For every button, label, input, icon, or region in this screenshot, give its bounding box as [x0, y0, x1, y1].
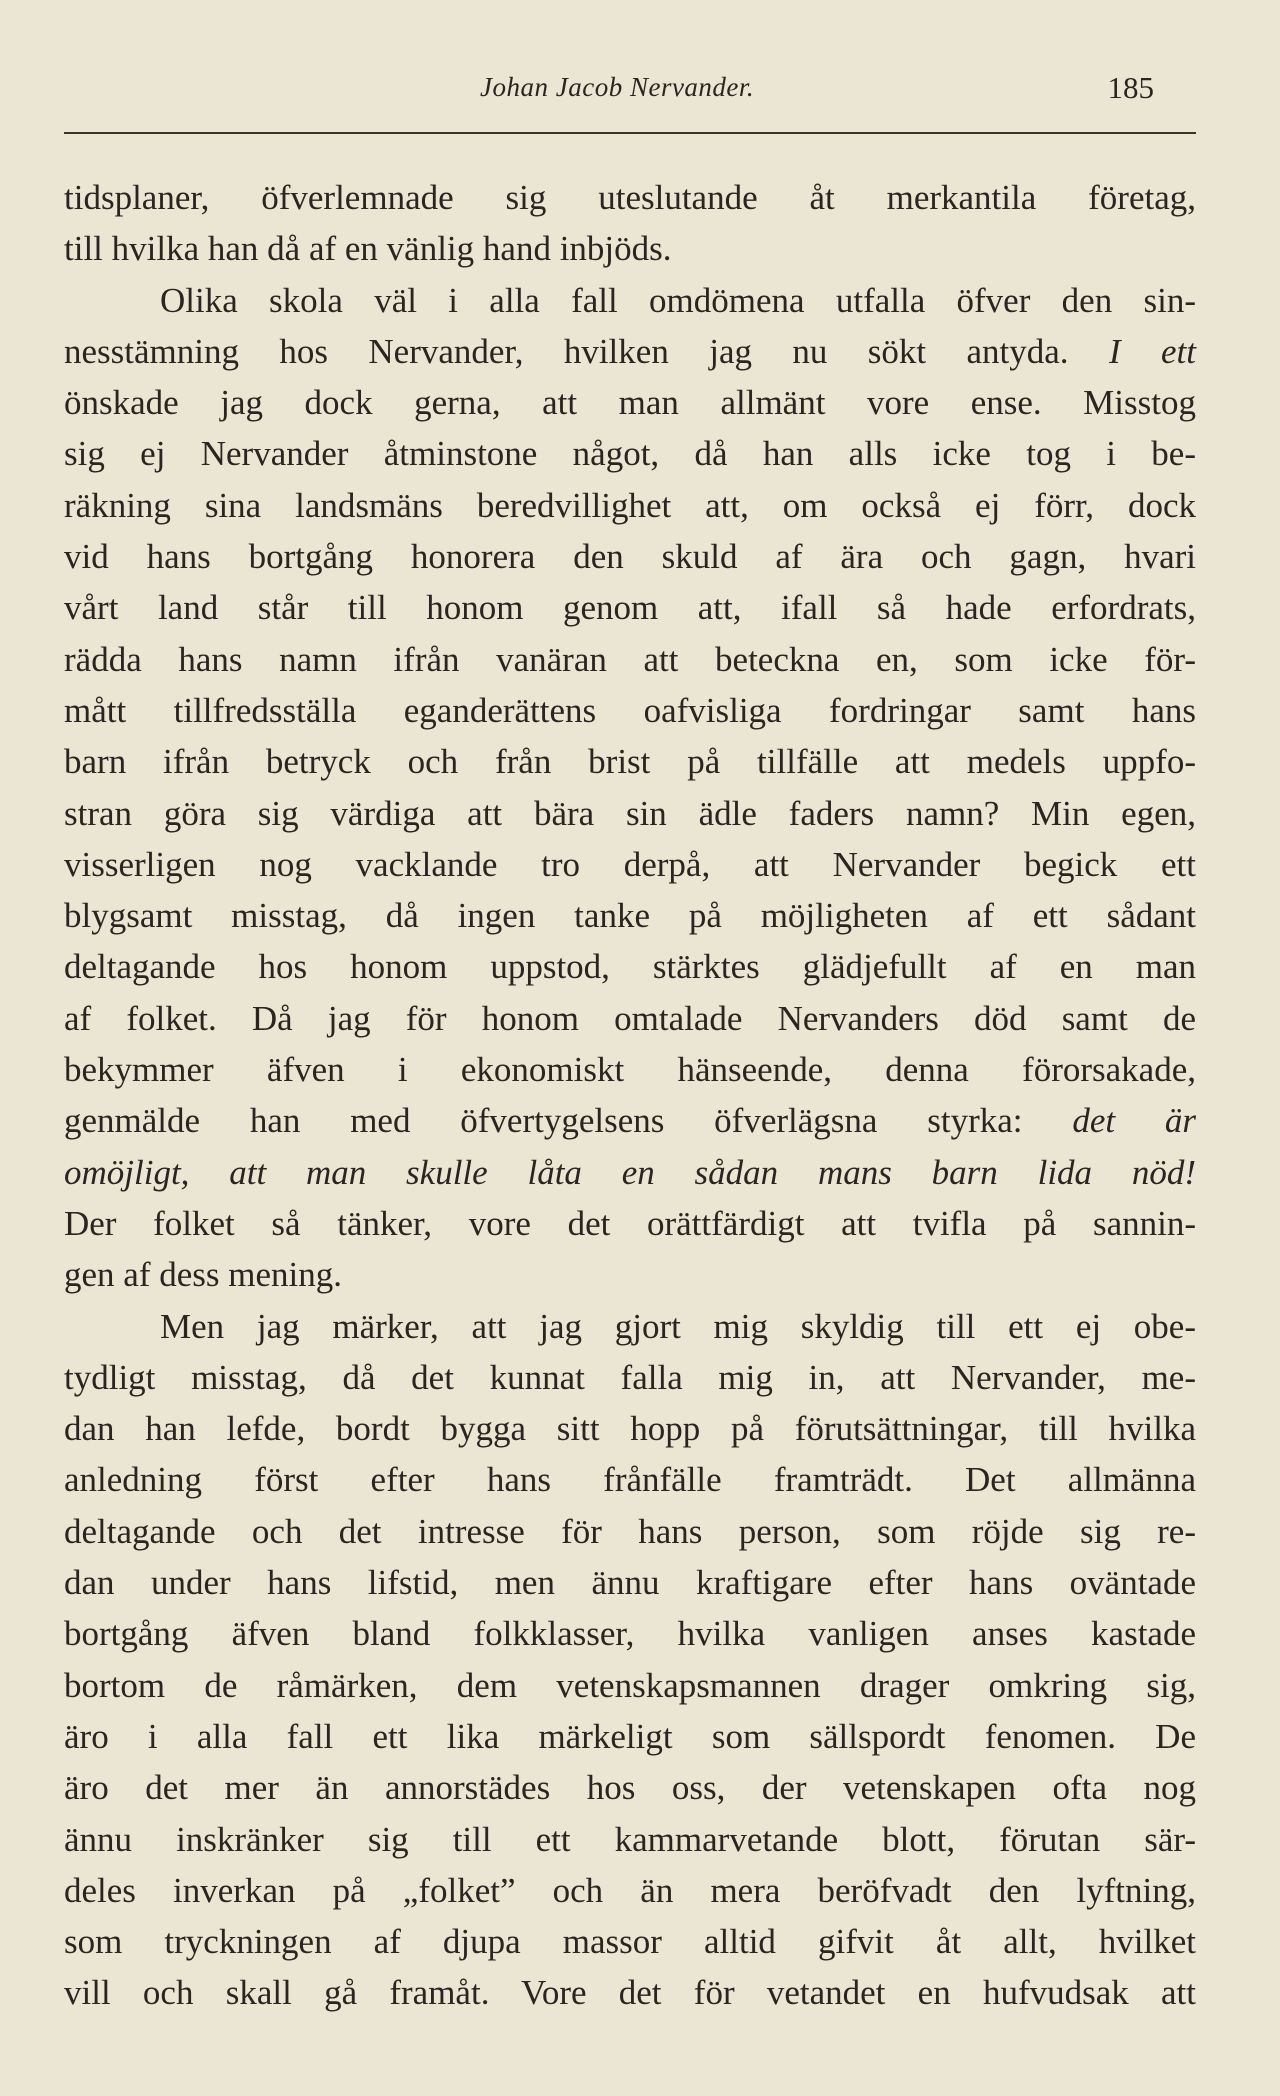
text-line — [64, 1865, 1196, 1916]
text-line — [64, 736, 1196, 787]
italic-text: I ett — [1108, 331, 1197, 371]
text-line — [64, 582, 1196, 633]
text-line — [64, 1916, 1196, 1967]
text-line — [64, 1660, 1196, 1711]
text-line — [64, 839, 1196, 890]
text-line — [64, 531, 1196, 582]
text-line — [64, 1249, 1196, 1300]
text-line — [64, 1147, 1196, 1198]
line-text: dan han lefde, bordt bygga sitt hopp på förutsättningar, till hvilka — [64, 1409, 1196, 1449]
text-line — [64, 1711, 1196, 1762]
text-line — [64, 1044, 1196, 1095]
line-text: af folket. Då jag för honom omtalade Nervanders död samt de — [64, 998, 1196, 1038]
text-line — [64, 634, 1196, 685]
page-number: 185 — [1107, 70, 1154, 105]
text-line — [64, 377, 1196, 428]
line-text: genmälde han med öfvertygelsens öfverlägsna styrka: — [64, 1101, 1023, 1141]
line-text: Men jag märker, att jag gjort mig skyldig till ett ej obe- — [160, 1306, 1196, 1346]
line-text: stran göra sig värdiga att bära sin ädle faders namn? Min egen, — [64, 793, 1196, 833]
page-header — [64, 68, 1196, 116]
text-line — [64, 223, 1196, 274]
text-line — [64, 275, 1196, 326]
text-line — [64, 1608, 1196, 1659]
line-text: deltagande och det intresse för hans person, som röjde sig re- — [64, 1511, 1196, 1551]
line-text: vill och skall gå framåt. Vore det för vetandet en hufvudsak att — [64, 1973, 1196, 2013]
text-line — [64, 1506, 1196, 1557]
text-line — [64, 941, 1196, 992]
text-line — [64, 788, 1196, 839]
body-text — [64, 172, 1196, 2019]
line-text: till hvilka han då af en vänlig hand inbjöds. — [64, 229, 672, 269]
text-line — [64, 1403, 1196, 1454]
text-line — [64, 326, 1196, 377]
line-text: bortom de råmärken, dem vetenskapsmannen drager omkring sig, — [64, 1665, 1196, 1705]
line-text: anledning först efter hans frånfälle framträdt. Det allmänna — [64, 1460, 1196, 1500]
line-text: deltagande hos honom uppstod, stärktes glädjefullt af en man — [64, 947, 1196, 987]
text-line — [64, 172, 1196, 223]
text-line — [64, 428, 1196, 479]
text-line — [64, 890, 1196, 941]
line-text: Olika skola väl i alla fall omdömena utfalla öfver den sin- — [160, 280, 1196, 320]
text-line — [64, 1352, 1196, 1403]
line-text: rädda hans namn ifrån vanäran att beteckna en, som icke för- — [64, 639, 1196, 679]
line-text: dan under hans lifstid, men ännu kraftigare efter hans oväntade — [64, 1563, 1196, 1603]
text-line — [64, 1454, 1196, 1505]
line-text: visserligen nog vacklande tro derpå, att Nervander begick ett — [64, 844, 1196, 884]
text-line — [64, 993, 1196, 1044]
line-text: ännu inskränker sig till ett kammarvetande blott, förutan sär- — [64, 1819, 1196, 1859]
line-text: mått tillfredsställa eganderättens oafvisliga fordringar samt hans — [64, 690, 1196, 730]
line-text: äro i alla fall ett lika märkeligt som sällspordt fenomen. De — [64, 1716, 1196, 1756]
running-title: Johan Jacob Nervander. — [480, 72, 755, 102]
italic-text: omöjligt, att man skulle låta en sådan mans barn lida nöd! — [64, 1152, 1196, 1192]
line-text: tydligt misstag, då det kunnat falla mig in, att Nervander, me- — [64, 1357, 1196, 1397]
line-text: gen af dess mening. — [64, 1255, 342, 1295]
line-text: blygsamt misstag, då ingen tanke på möjligheten af ett sådant — [64, 896, 1196, 936]
line-text: tidsplaner, öfverlemnade sig uteslutande åt merkantila företag, — [64, 178, 1196, 217]
line-text: Der folket så tänker, vore det orättfärdigt att tvifla på sannin- — [64, 1203, 1196, 1243]
line-text: vid hans bortgång honorera den skuld af ära och gagn, hvari — [64, 537, 1196, 577]
text-line — [64, 1198, 1196, 1249]
line-text: bortgång äfven bland folkklasser, hvilka vanligen anses kastade — [64, 1614, 1196, 1654]
line-text: räkning sina landsmäns beredvillighet att, om också ej förr, dock — [64, 485, 1196, 525]
text-line — [64, 1814, 1196, 1865]
text-line — [64, 1762, 1196, 1813]
line-text: barn ifrån betryck och från brist på tillfälle att medels uppfo- — [64, 742, 1196, 782]
line-text: äro det mer än annorstädes hos oss, der vetenskapen ofta nog — [64, 1768, 1196, 1808]
line-text: önskade jag dock gerna, att man allmänt vore ense. Misstog — [64, 383, 1196, 423]
line-text: vårt land står till honom genom att, ifall så hade erfordrats, — [64, 588, 1196, 628]
line-text: som tryckningen af djupa massor alltid gifvit åt allt, hvilket — [64, 1922, 1196, 1962]
text-line — [64, 1301, 1196, 1352]
line-text: bekymmer äfven i ekonomiskt hänseende, denna förorsakade, — [64, 1050, 1196, 1090]
line-text: sig ej Nervander åtminstone något, då han alls icke tog i be- — [64, 434, 1196, 474]
text-line — [64, 1967, 1196, 2018]
text-line — [64, 685, 1196, 736]
line-text: deles inverkan på „folket” och än mera beröfvadt den lyftning, — [64, 1870, 1196, 1910]
line-text: nesstämning hos Nervander, hvilken jag nu sökt antyda. — [64, 331, 1069, 371]
text-line — [64, 480, 1196, 531]
text-line — [64, 1095, 1196, 1146]
text-line — [64, 1557, 1196, 1608]
header-rule — [64, 132, 1196, 134]
italic-text: det är — [1072, 1101, 1196, 1141]
